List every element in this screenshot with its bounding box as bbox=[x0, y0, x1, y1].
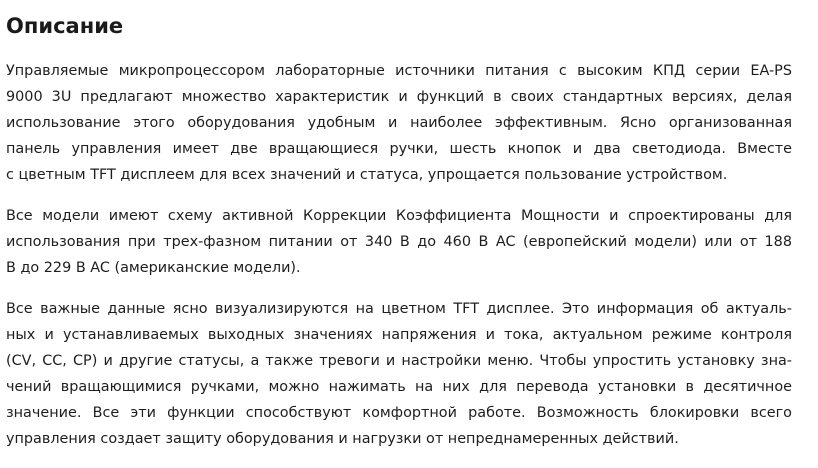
text-line: использование этого оборудования удобным и наиболее эффективным. Ясно организованная bbox=[6, 115, 792, 131]
text-line: управления создает защиту оборудования и нагрузки от непреднамеренных действий. bbox=[6, 431, 679, 447]
paragraph-display bbox=[6, 296, 792, 452]
paragraph-overview bbox=[6, 58, 792, 188]
text-line: (CV, CC, CP) и другие статусы, а также тревоги и настройки меню. Чтобы упростить установку зна- bbox=[6, 353, 792, 369]
section-title: Описание bbox=[6, 14, 124, 38]
text-line: чений вращающимися ручками, можно нажимать на них для перевода установки в десятичное bbox=[6, 379, 792, 395]
text-line: значение. Все эти функции способствуют комфортной работе. Возможность блокировки всего bbox=[6, 405, 792, 421]
text-line: с цветным TFT дисплеем для всех значений и статуса, упрощается пользование устройством. bbox=[6, 167, 728, 183]
text-line: ных и устанавливаемых выходных значениях напряжения и тока, актуальном режиме контроля bbox=[6, 327, 792, 343]
text-line: использования при трех-фазном питании от 340 В до 460 В AC (европейский модели) или от 188 bbox=[6, 234, 792, 250]
text-line: Управляемые микропроцессором лабораторные источники питания с высоким КПД серии EA-PS bbox=[6, 63, 792, 79]
text-line: Все важные данные ясно визуализируются на цветном TFT дисплее. Это информация об актуаль- bbox=[6, 301, 792, 317]
text-line: 9000 3U предлагают множество характеристик и функций в своих стандартных версиях, делая bbox=[6, 89, 792, 105]
paragraph-power-factor bbox=[6, 203, 792, 281]
text-line: Все модели имеют схему активной Коррекции Коэффициента Мощности и спроектированы для bbox=[6, 208, 792, 224]
text-line: панель управления имеет две вращающиеся ручки, шесть кнопок и два светодиода. Вместе bbox=[6, 141, 792, 157]
text-line: В до 229 В AC (американские модели). bbox=[6, 260, 301, 276]
